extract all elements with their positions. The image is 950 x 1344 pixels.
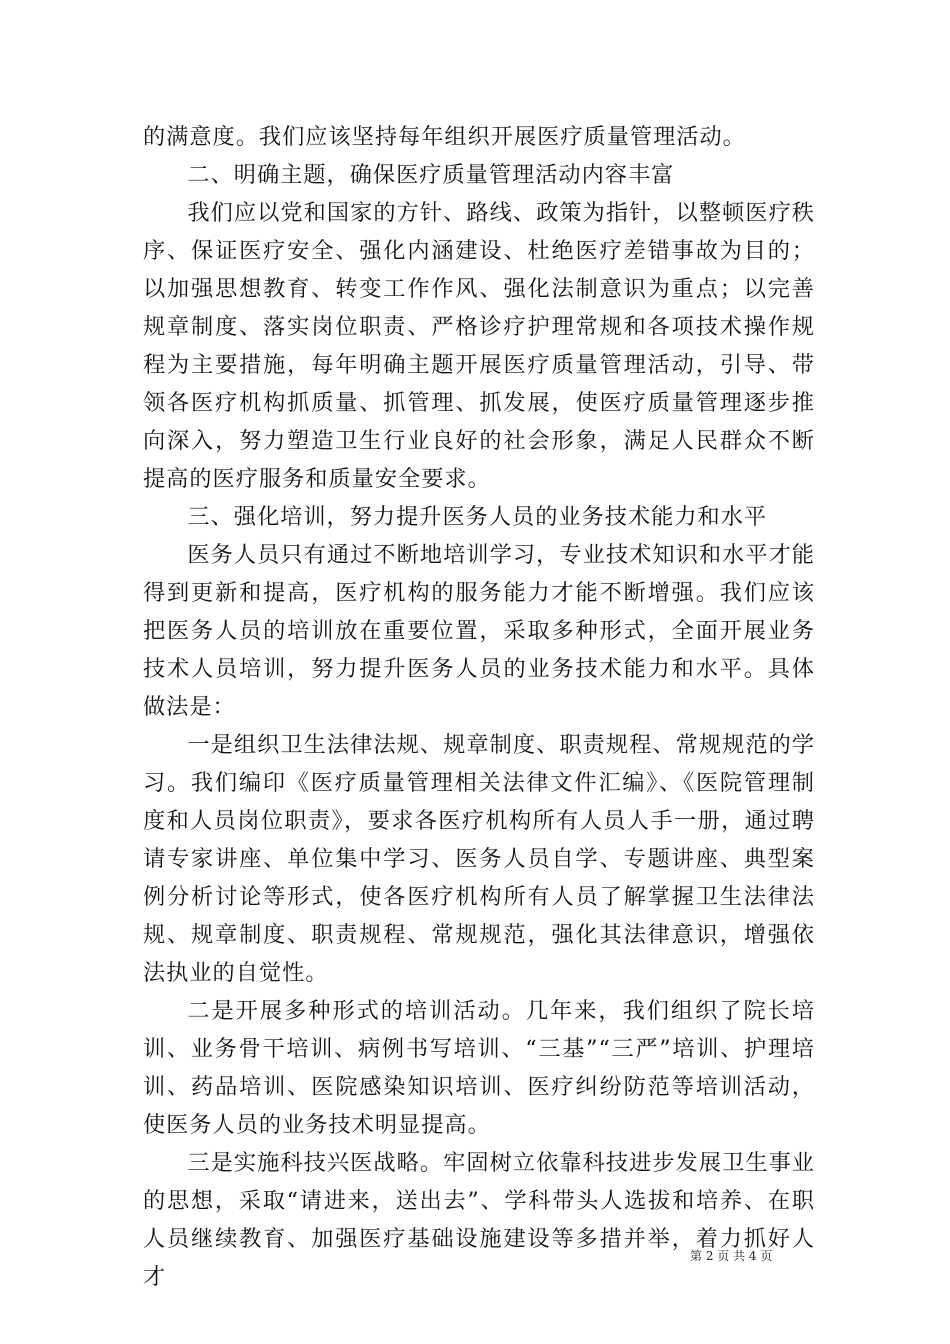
paragraph-continuation: 的满意度。我们应该坚持每年组织开展医疗质量管理活动。 — [143, 124, 746, 150]
paragraph: 一是组织卫生法律法规、规章制度、职责规程、常规规范的学习。我们编印《医疗质量管理相关法律文件汇编》、《医院管理制度和人员岗位职责》，要求各医疗机构所有人员人手一册，通过聘请专家讲座、单位集中学习、医务人员自学、专题讲座、典型案例分析讨论等形式，使各医疗机构所有人员了解掌握卫生法律法规、规章制度、职责规程、常规规范，强化其法律意识，增强依法执业的自觉性。 — [143, 732, 815, 986]
section-heading-3: 三、强化培训，努力提升医务人员的业务技术能力和水平 — [187, 504, 768, 530]
paragraph: 二是开展多种形式的培训活动。几年来，我们组织了院长培训、业务骨干培训、病例书写培训、“三基”“三严”培训、护理培训、药品培训、医院感染知识培训、医疗纠纷防范等培训活动，使医务人员的业务技术明显提高。 — [143, 998, 815, 1138]
paragraph: 我们应以党和国家的方针、路线、政策为指针，以整顿医疗秩序、保证医疗安全、强化内涵建设、杜绝医疗差错事故为目的；以加强思想教育、转变工作作风、强化法制意识为重点；以完善规章制度、落实岗位职责、严格诊疗护理常规和各项技术操作规程为主要措施，每年明确主题开展医疗质量管理活动，引导、带领各医疗机构抓质量、抓管理、抓发展，使医疗质量管理逐步推向深入，努力塑造卫生行业良好的社会形象，满足人民群众不断提高的医疗服务和质量安全要求。 — [143, 200, 815, 492]
document-body — [143, 118, 815, 1296]
page-number-footer: 第 2 页 共 4 页 — [690, 1249, 773, 1263]
paragraph: 三是实施科技兴医战略。牢固树立依靠科技进步发展卫生事业的思想，采取“请进来，送出去”、学科带头人选拔和培养、在职人员继续教育、加强医疗基础设施建设等多措并举，着力抓好人才 — [143, 1150, 815, 1290]
section-heading-2: 二、明确主题，确保医疗质量管理活动内容丰富 — [187, 162, 675, 188]
paragraph: 医务人员只有通过不断地培训学习，专业技术知识和水平才能得到更新和提高，医疗机构的服务能力才能不断增强。我们应该把医务人员的培训放在重要位置，采取多种形式，全面开展业务技术人员培训，努力提升医务人员的业务技术能力和水平。具体做法是： — [143, 542, 815, 720]
